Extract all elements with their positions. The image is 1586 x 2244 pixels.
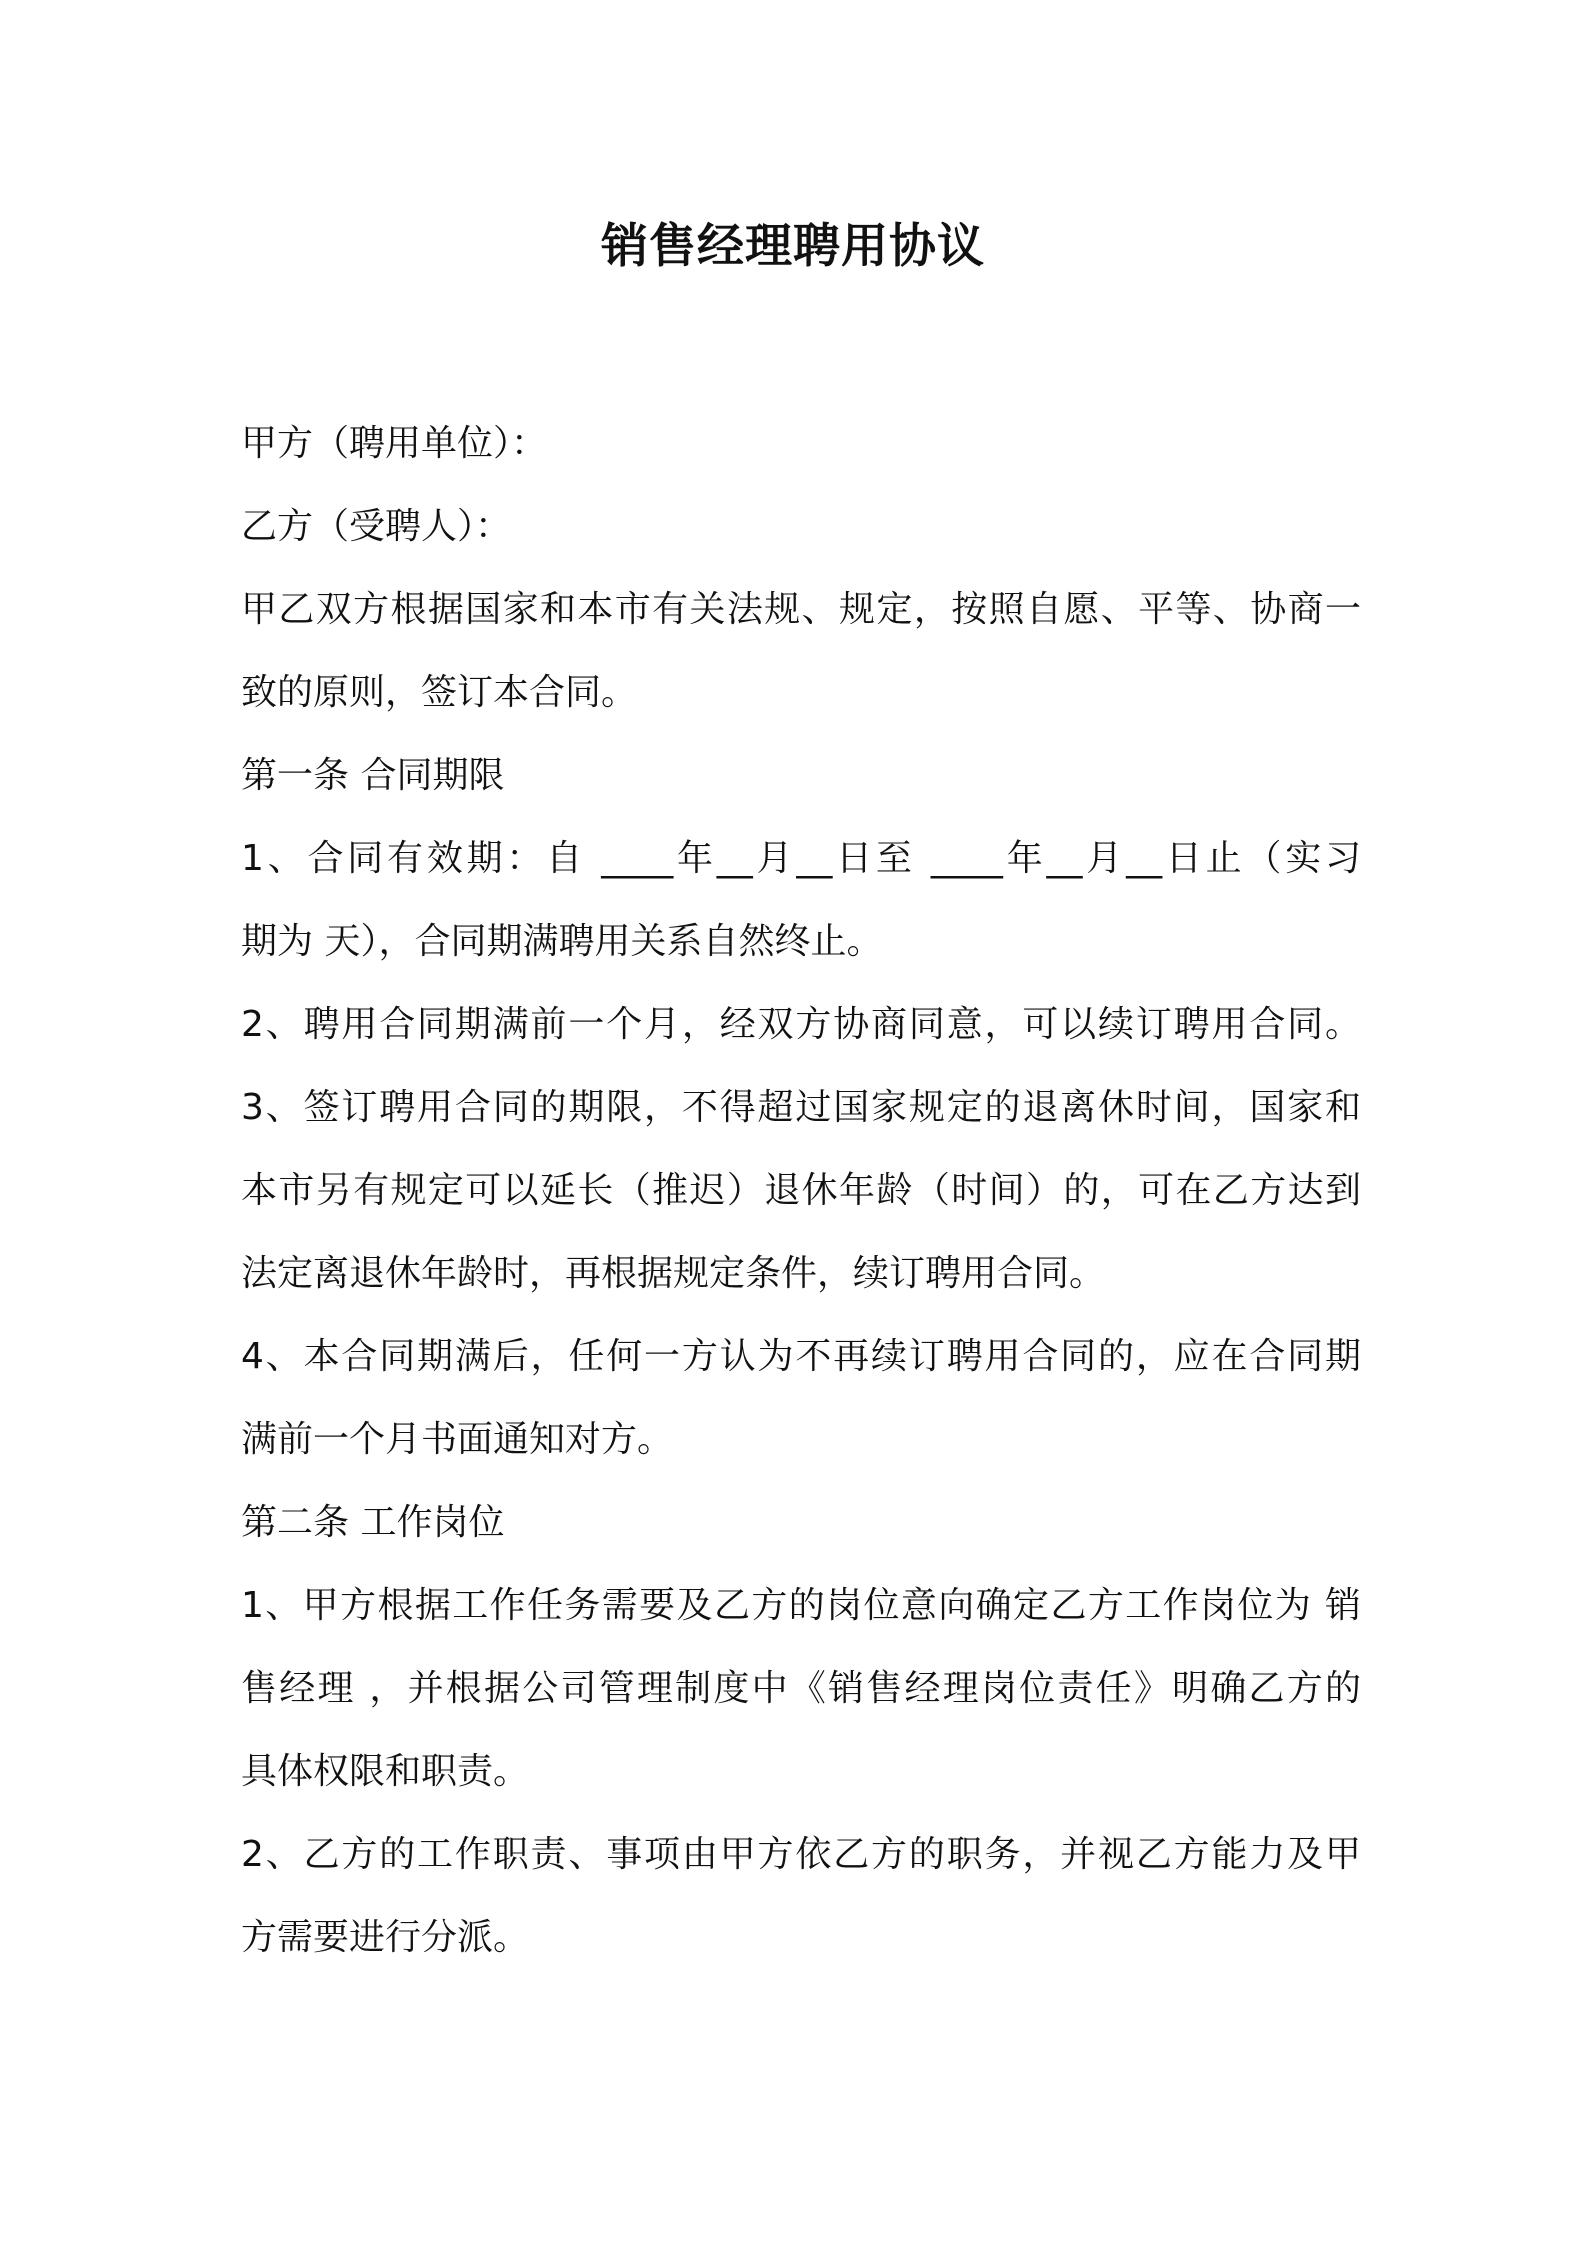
clause-line: 满前一个月书面通知对方。 — [241, 1419, 674, 1460]
article-heading: 第二条 工作岗位 — [241, 1502, 505, 1543]
clause-line: 2、乙方的工作职责、事项由甲方依乙方的职务，并视乙方能力及甲 — [241, 1834, 1361, 1875]
party-a-line: 甲方（聘用单位）： — [241, 423, 548, 464]
clause-line: 具体权限和职责。 — [241, 1751, 530, 1792]
clause-line: 售经理 ，并根据公司管理制度中《销售经理岗位责任》明确乙方的 — [241, 1668, 1361, 1709]
clause-line: 本市另有规定可以延长（推迟）退休年龄（时间）的，可在乙方达到 — [241, 1170, 1361, 1211]
document-title: 销售经理聘用协议 — [601, 219, 985, 274]
clause-line: 4、本合同期满后，任何一方认为不再续订聘用合同的，应在合同期 — [241, 1336, 1361, 1377]
clause-line: 期为 天），合同期满聘用关系自然终止。 — [241, 921, 883, 962]
clause-line: 1、合同有效期：自 ____年__月__日至 ____年__月__日止（实习 — [241, 838, 1361, 879]
party-b-line: 乙方（受聘人）： — [241, 506, 512, 547]
clause-line: 1、甲方根据工作任务需要及乙方的岗位意向确定乙方工作岗位为 销 — [241, 1585, 1361, 1626]
clause-line: 2、聘用合同期满前一个月，经双方协商同意，可以续订聘用合同。 — [241, 1004, 1361, 1045]
document-body — [241, 402, 1361, 1979]
preamble-line: 致的原则，签订本合同。 — [241, 672, 638, 713]
preamble-line: 甲乙双方根据国家和本市有关法规、规定，按照自愿、平等、协商一 — [241, 589, 1361, 630]
clause-line: 3、签订聘用合同的期限，不得超过国家规定的退离休时间，国家和 — [241, 1087, 1361, 1128]
article-heading: 第一条 合同期限 — [241, 755, 505, 796]
clause-line: 方需要进行分派。 — [241, 1917, 530, 1958]
clause-line: 法定离退休年龄时，再根据规定条件，续订聘用合同。 — [241, 1253, 1106, 1294]
